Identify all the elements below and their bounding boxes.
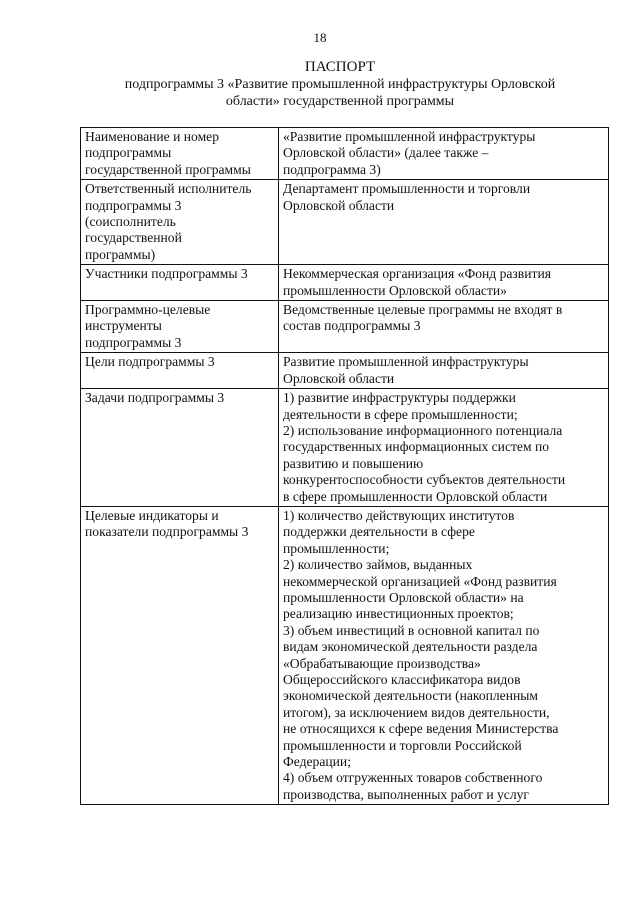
row-value-cell bbox=[279, 180, 609, 265]
table-row bbox=[81, 506, 609, 804]
label-line: подпрограммы 3 bbox=[85, 334, 182, 350]
label-line: Ответственный исполнитель bbox=[85, 181, 252, 197]
value-line: Федерации; bbox=[283, 754, 351, 770]
row-label-cell bbox=[81, 506, 279, 804]
label-line: подпрограммы bbox=[85, 145, 172, 161]
label-line: Целевые индикаторы и bbox=[85, 507, 219, 523]
label-line: Наименование и номер bbox=[85, 129, 220, 144]
value-line: видам экономической деятельности раздела bbox=[283, 639, 538, 655]
value-line: «Развитие промышленной инфраструктуры bbox=[283, 129, 536, 144]
row-value-cell bbox=[279, 128, 609, 180]
subtitle-line: области» государственной программы bbox=[225, 94, 455, 109]
value-line: конкурентоспособности субъектов деятельности bbox=[283, 472, 566, 488]
value-line: реализацию инвестиционных проектов; bbox=[283, 606, 514, 622]
value-line: Общероссийского классификатора видов bbox=[283, 672, 521, 687]
label-line: Программно-целевые bbox=[85, 302, 211, 318]
document-heading bbox=[60, 58, 620, 110]
label-line: государственной bbox=[85, 230, 182, 246]
label-line: государственной программы bbox=[85, 161, 251, 177]
document-title: ПАСПОРТ bbox=[304, 59, 376, 75]
value-line: промышленности; bbox=[283, 540, 390, 556]
value-line: подпрограмма 3) bbox=[283, 161, 381, 177]
value-line: 2) количество займов, выданных bbox=[283, 557, 473, 573]
value-line: 4) объем отгруженных товаров собственного bbox=[283, 770, 543, 786]
document-subtitle bbox=[60, 76, 620, 110]
value-line: Орловской области» (далее также – bbox=[283, 145, 489, 161]
row-label-cell bbox=[81, 265, 279, 301]
value-line: Департамент промышленности и торговли bbox=[283, 181, 531, 197]
row-label-cell bbox=[81, 128, 279, 180]
value-line: промышленности Орловской области» bbox=[283, 282, 507, 298]
value-line: некоммерческой организацией «Фонд развития bbox=[283, 573, 557, 589]
label-line: показатели подпрограммы 3 bbox=[85, 524, 249, 540]
table-row bbox=[81, 128, 609, 180]
passport-table-body bbox=[81, 128, 609, 805]
value-line: Ведомственные целевые программы не входят в bbox=[283, 302, 563, 318]
row-value-cell bbox=[279, 265, 609, 301]
value-line: Орловской области bbox=[283, 197, 395, 213]
value-line: производства, выполненных работ и услуг bbox=[283, 786, 529, 802]
value-line: 2) использование информационного потенциала bbox=[283, 422, 563, 438]
value-line: «Обрабатывающие производства» bbox=[283, 655, 481, 671]
value-line: экономической деятельности (накопленным bbox=[283, 688, 539, 704]
row-label-cell bbox=[81, 301, 279, 353]
table-row bbox=[81, 301, 609, 353]
label-line: Задачи подпрограммы 3 bbox=[85, 390, 225, 406]
row-value-cell bbox=[279, 301, 609, 353]
value-line: 1) развитие инфраструктуры поддержки bbox=[283, 390, 516, 406]
value-line: развитию и повышению bbox=[283, 455, 424, 471]
row-label-cell bbox=[81, 180, 279, 265]
row-label-cell bbox=[81, 389, 279, 507]
page-number: 18 bbox=[313, 30, 327, 45]
row-value-cell bbox=[279, 506, 609, 804]
value-line: состав подпрограммы 3 bbox=[283, 318, 421, 334]
label-line: (соисполнитель bbox=[85, 214, 176, 230]
table-row bbox=[81, 389, 609, 507]
label-line: Участники подпрограммы 3 bbox=[85, 266, 248, 282]
value-line: 1) количество действующих институтов bbox=[283, 507, 515, 523]
value-line: промышленности и торговли Российской bbox=[283, 737, 522, 753]
passport-table bbox=[80, 127, 609, 805]
value-line: поддержки деятельности в сфере bbox=[283, 524, 475, 540]
value-line: не относящихся к сфере ведения Министерства bbox=[283, 721, 559, 737]
label-line: инструменты bbox=[85, 318, 162, 334]
value-line: деятельности в сфере промышленности; bbox=[283, 406, 518, 422]
label-line: Цели подпрограммы 3 bbox=[85, 354, 215, 370]
value-line: Орловской области bbox=[283, 370, 395, 386]
value-line: государственных информационных систем по bbox=[283, 439, 550, 455]
value-line: промышленности Орловской области» на bbox=[283, 589, 524, 605]
row-label-cell bbox=[81, 353, 279, 389]
value-line: Некоммерческая организация «Фонд развития bbox=[283, 266, 551, 282]
subtitle-line: подпрограммы 3 «Развитие промышленной инфраструктуры Орловской bbox=[124, 77, 556, 92]
table-row bbox=[81, 353, 609, 389]
value-line: 3) объем инвестиций в основной капитал по bbox=[283, 622, 540, 638]
label-line: подпрограммы 3 bbox=[85, 197, 182, 213]
row-value-cell bbox=[279, 389, 609, 507]
value-line: в сфере промышленности Орловской области bbox=[283, 488, 548, 504]
value-line: итогом), за исключением видов деятельности, bbox=[283, 704, 550, 720]
row-value-cell bbox=[279, 353, 609, 389]
value-line: Развитие промышленной инфраструктуры bbox=[283, 354, 529, 370]
table-row bbox=[81, 180, 609, 265]
table-row bbox=[81, 265, 609, 301]
label-line: программы) bbox=[85, 246, 156, 262]
